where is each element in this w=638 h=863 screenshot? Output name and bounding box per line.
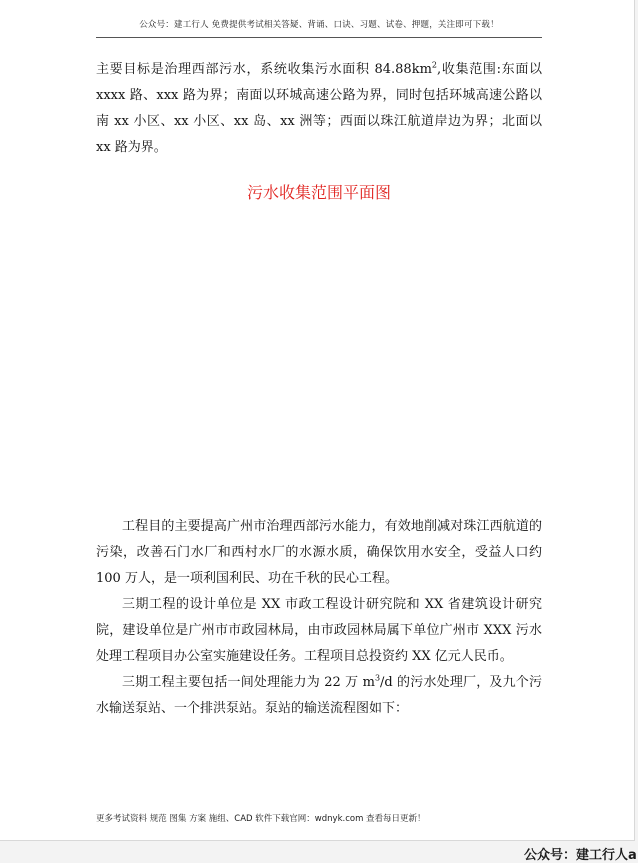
paragraph-design-units: 三期工程的设计单位是 XX 市政工程设计研究院和 XX 省建筑设计研究院，建设单位是广州市市政园林局，由市政园林局属下单位广州市 XXX 污水处理工程项目办公室实施建设任务。工程项目总投资约 XX 亿元人民币。 (96, 597, 542, 664)
paragraph-scope-text-b: ,收集范围:东面以 xxxx 路、xxx 路为界；南面以环城高速公路为界，同时包括环城高速公路以南 xx 小区、xx 小区、xx 岛、xx 洲等；西面以珠江航道岸边为界；北面以 xx 路为界。 (96, 62, 542, 155)
figure-title: 污水收集范围平面图 (246, 183, 391, 202)
page-header: 公众号：建工行人 免费提供考试相关答疑、背诵、口诀、习题、试卷、押题，关注即可下载！ (139, 20, 499, 30)
paragraph-phase-three-text-a: 三期工程主要包括一间处理能力为 22 万 m (122, 675, 375, 690)
paragraph-scope-text-a: 主要目标是治理西部污水，系统收集污水面积 84.88km (96, 62, 432, 77)
paragraph-scope (96, 57, 542, 161)
header-rule (96, 37, 542, 38)
superscript-3: 3 (374, 673, 381, 683)
paragraph-purpose: 工程目的主要提高广州市治理西部污水能力，有效地削减对珠江西航道的污染，改善石门水厂和西村水厂的水源水质，确保饮用水安全，受益人口约 100 万人，是一项利国利民、功在千秋的民心工程。 (96, 519, 542, 586)
page-footer: 更多考试资料 规范 图集 方案 施组、CAD 软件下载官网：wdnyk.com 查看每日更新！ (96, 814, 426, 824)
superscript-2: 2 (431, 60, 438, 70)
paragraph-phase-three (96, 670, 542, 722)
watermark-text: 公众号：建工行人a (524, 848, 637, 863)
paragraph-phase-three-text-b: /d 的污水处理厂，及九个污水输送泵站、一个排洪泵站。泵站的输送流程图如下： (96, 675, 542, 716)
